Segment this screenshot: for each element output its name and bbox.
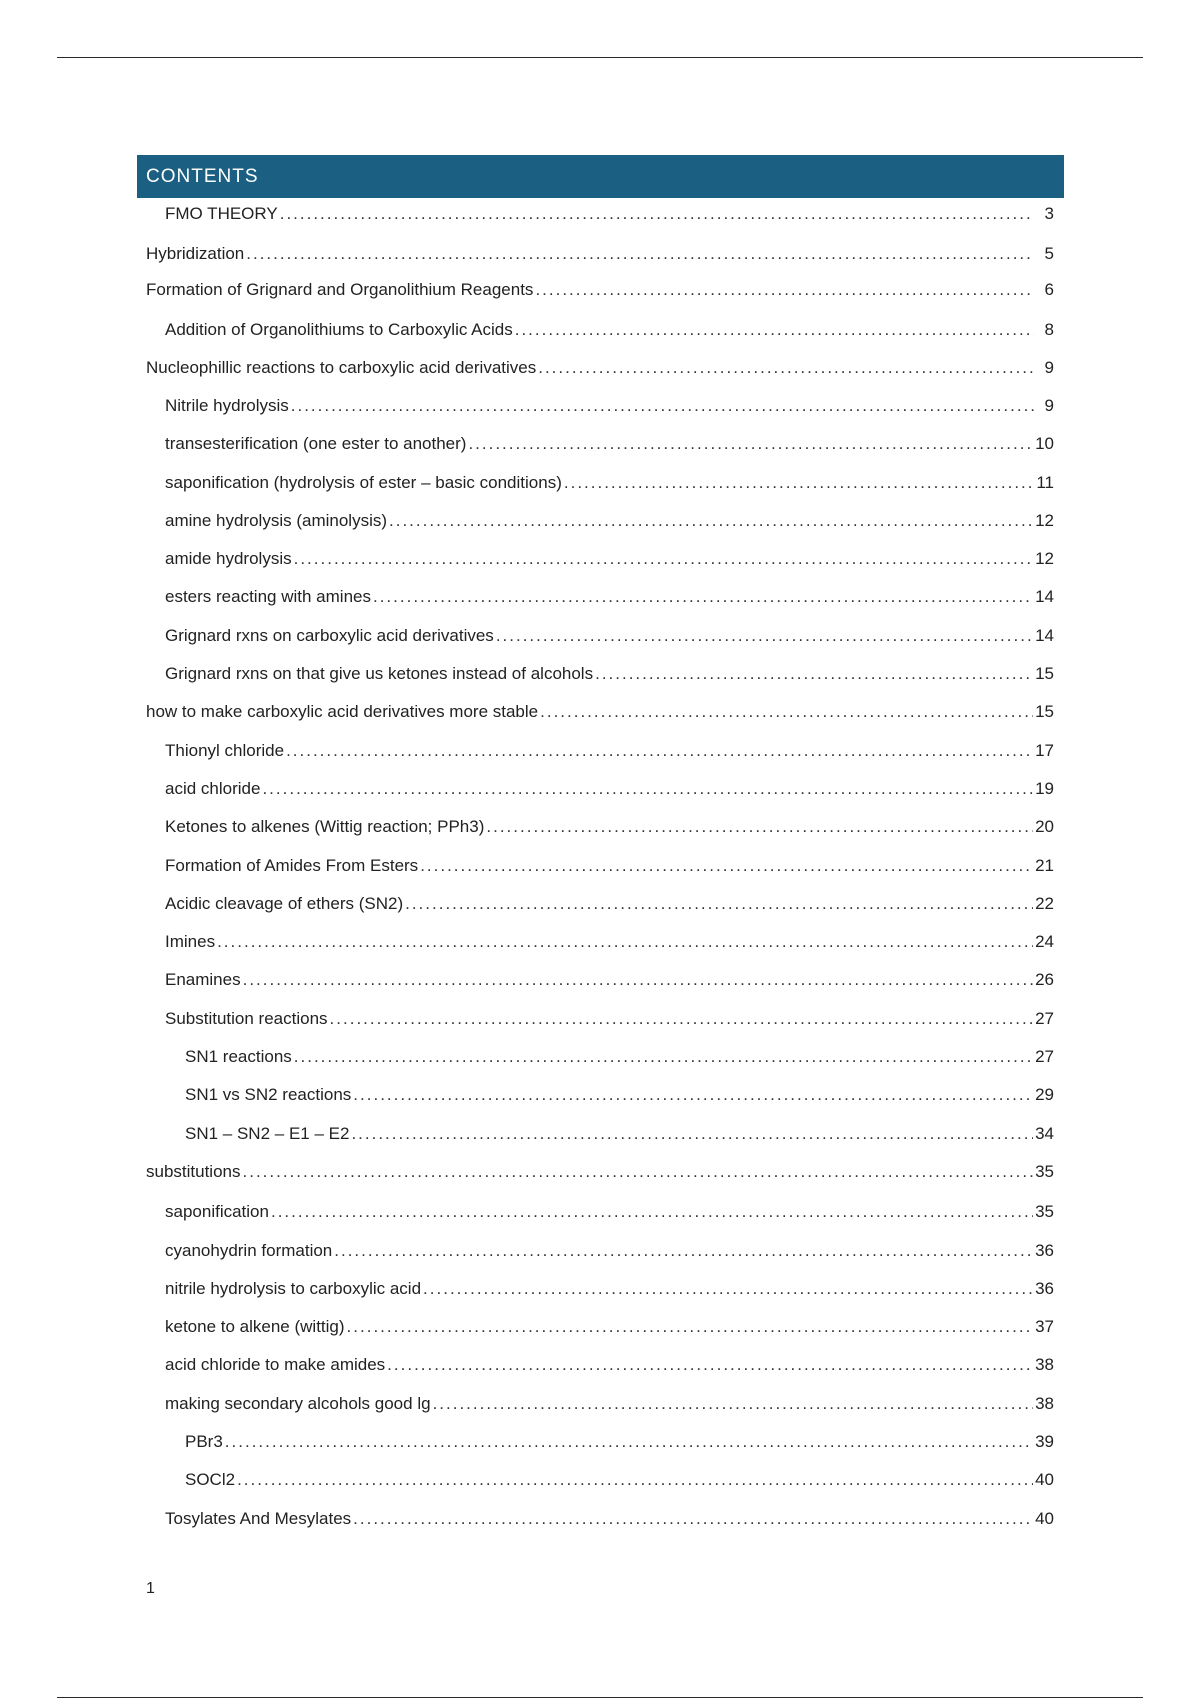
toc-dot-leader xyxy=(540,701,1033,723)
toc-entry-page: 9 xyxy=(1044,396,1054,415)
toc-entry-title: transesterification (one ester to another) xyxy=(165,434,467,453)
toc-entry[interactable] xyxy=(137,319,1054,341)
toc-entry-title: amine hydrolysis (aminolysis) xyxy=(165,511,388,530)
toc-entry-page: 29 xyxy=(1035,1085,1054,1104)
toc-entry[interactable] xyxy=(137,1469,1054,1491)
toc-entry-title: Acidic cleavage of ethers (SN2) xyxy=(165,894,404,913)
toc-entry-page: 20 xyxy=(1035,817,1054,836)
toc-entry-page: 40 xyxy=(1035,1470,1054,1489)
toc-dot-leader xyxy=(347,1316,1034,1338)
toc-entry-page: 5 xyxy=(1044,244,1054,263)
toc-entry-page: 37 xyxy=(1035,1317,1054,1336)
toc-entry-title: Addition of Organolithiums to Carboxylic Acids xyxy=(165,320,513,339)
toc-entry-page: 21 xyxy=(1035,856,1054,875)
toc-entry-title: SOCl2 xyxy=(185,1470,236,1489)
toc-entry[interactable] xyxy=(137,1046,1054,1068)
toc-entry[interactable] xyxy=(137,740,1054,762)
toc-entry-title: nitrile hydrolysis to carboxylic acid xyxy=(165,1279,422,1298)
toc-entry-title: Formation of Amides From Esters xyxy=(165,856,419,875)
toc-dot-leader xyxy=(291,395,1034,417)
toc-dot-leader xyxy=(334,1240,1033,1262)
toc-entry-title: Ketones to alkenes (Wittig reaction; PPh3) xyxy=(165,817,485,836)
toc-entry-page: 12 xyxy=(1035,511,1054,530)
toc-entry-title: acid chloride xyxy=(165,779,261,798)
toc-entry-title: Hybridization xyxy=(146,244,245,263)
toc-entry[interactable] xyxy=(137,1354,1054,1376)
toc-entry-page: 35 xyxy=(1035,1162,1054,1181)
toc-entry-page: 10 xyxy=(1035,434,1054,453)
toc-dot-leader xyxy=(353,1508,1033,1530)
toc-dot-leader xyxy=(420,855,1033,877)
toc-entry[interactable] xyxy=(137,1278,1054,1300)
toc-entry-title: SN1 vs SN2 reactions xyxy=(185,1085,352,1104)
toc-entry-page: 36 xyxy=(1035,1241,1054,1260)
toc-entry[interactable] xyxy=(137,625,1054,647)
toc-entry-page: 14 xyxy=(1035,587,1054,606)
toc-entry-page: 15 xyxy=(1035,702,1054,721)
toc-entry-page: 27 xyxy=(1035,1047,1054,1066)
toc-dot-leader xyxy=(515,319,1034,341)
toc-entry-page: 34 xyxy=(1035,1124,1054,1143)
toc-entry[interactable] xyxy=(137,1161,1054,1183)
toc-entry[interactable] xyxy=(137,357,1054,379)
toc-entry[interactable] xyxy=(137,816,1054,838)
toc-entry-title: saponification xyxy=(165,1202,269,1221)
toc-entry-page: 3 xyxy=(1044,204,1054,223)
toc-entry-title: SN1 reactions xyxy=(185,1047,292,1066)
toc-dot-leader xyxy=(433,1393,1034,1415)
toc-entry[interactable] xyxy=(137,586,1054,608)
toc-dot-leader xyxy=(486,816,1033,838)
toc-entry[interactable] xyxy=(137,1508,1054,1530)
toc-entry-page: 35 xyxy=(1035,1202,1054,1221)
toc-entry[interactable] xyxy=(137,701,1054,723)
toc-dot-leader xyxy=(468,433,1033,455)
toc-entry[interactable] xyxy=(137,969,1054,991)
toc-dot-leader xyxy=(294,548,1033,570)
toc-entry-page: 36 xyxy=(1035,1279,1054,1298)
toc-entry-title: Grignard rxns on carboxylic acid derivatives xyxy=(165,626,494,645)
toc-entry-page: 19 xyxy=(1035,779,1054,798)
toc-entry-page: 40 xyxy=(1035,1509,1054,1528)
toc-dot-leader xyxy=(535,279,1034,301)
toc-dot-leader xyxy=(564,472,1034,494)
toc-dot-leader xyxy=(217,931,1033,953)
toc-entry[interactable] xyxy=(137,1008,1054,1030)
toc-entry[interactable] xyxy=(137,203,1054,225)
toc-entry-title: FMO THEORY xyxy=(165,204,278,223)
toc-entry[interactable] xyxy=(137,1240,1054,1262)
toc-entry-title: Nucleophillic reactions to carboxylic acid derivatives xyxy=(146,358,537,377)
toc-entry-title: Enamines xyxy=(165,970,241,989)
toc-entry-title: Grignard rxns on that give us ketones instead of alcohols xyxy=(165,664,594,683)
toc-dot-leader xyxy=(286,740,1033,762)
toc-entry[interactable] xyxy=(137,433,1054,455)
toc-entry[interactable] xyxy=(137,243,1054,265)
toc-entry[interactable] xyxy=(137,1123,1054,1145)
toc-entry-title: substitutions xyxy=(146,1162,241,1181)
toc-entry-title: Thionyl chloride xyxy=(165,741,285,760)
toc-dot-leader xyxy=(237,1469,1033,1491)
toc-entry[interactable] xyxy=(137,472,1054,494)
toc-entry[interactable] xyxy=(137,855,1054,877)
toc-entry-title: how to make carboxylic acid derivatives more stable xyxy=(146,702,539,721)
toc-entry[interactable] xyxy=(137,1431,1054,1453)
toc-entry-title: amide hydrolysis xyxy=(165,549,292,568)
toc-heading: CONTENTS xyxy=(137,155,1064,198)
toc-entry-title: Nitrile hydrolysis xyxy=(165,396,289,415)
toc-dot-leader xyxy=(246,243,1034,265)
toc-entry-page: 39 xyxy=(1035,1432,1054,1451)
toc-entry-page: 27 xyxy=(1035,1009,1054,1028)
toc-entry-title: PBr3 xyxy=(185,1432,223,1451)
toc-dot-leader xyxy=(387,1354,1033,1376)
toc-dot-leader xyxy=(373,586,1033,608)
toc-entry[interactable] xyxy=(137,279,1054,301)
toc-dot-leader xyxy=(330,1008,1034,1030)
toc-entry-page: 17 xyxy=(1035,741,1054,760)
toc-dot-leader xyxy=(262,778,1033,800)
toc-entry-page: 38 xyxy=(1035,1355,1054,1374)
toc-dot-leader xyxy=(351,1123,1033,1145)
toc-entry-title: saponification (hydrolysis of ester – basic conditions) xyxy=(165,473,562,492)
toc-entry[interactable] xyxy=(137,1084,1054,1106)
toc-entry-title: acid chloride to make amides xyxy=(165,1355,386,1374)
toc-entry-page: 22 xyxy=(1035,894,1054,913)
toc-dot-leader xyxy=(280,203,1034,225)
toc-entry-title: SN1 – SN2 – E1 – E2 xyxy=(185,1124,350,1143)
toc-dot-leader xyxy=(405,893,1033,915)
toc-entry-page: 14 xyxy=(1035,626,1054,645)
toc-entry[interactable] xyxy=(137,893,1054,915)
bottom-divider xyxy=(57,1697,1143,1698)
toc-dot-leader xyxy=(271,1201,1033,1223)
toc-entry[interactable] xyxy=(137,931,1054,953)
toc-entry[interactable] xyxy=(137,510,1054,532)
toc-entry[interactable] xyxy=(137,1393,1054,1415)
toc-entry[interactable] xyxy=(137,663,1054,685)
toc-entry-page: 8 xyxy=(1044,320,1054,339)
toc-entry-page: 15 xyxy=(1035,664,1054,683)
toc-entry-page: 38 xyxy=(1035,1394,1054,1413)
toc-entry-title: Imines xyxy=(165,932,216,951)
toc-entry[interactable] xyxy=(137,395,1054,417)
toc-entry[interactable] xyxy=(137,548,1054,570)
toc-dot-leader xyxy=(423,1278,1033,1300)
toc-entry-page: 9 xyxy=(1044,358,1054,377)
toc-entry-title: making secondary alcohols good lg xyxy=(165,1394,431,1413)
toc-entry-title: Tosylates And Mesylates xyxy=(165,1509,352,1528)
toc-entry-page: 26 xyxy=(1035,970,1054,989)
toc-entry[interactable] xyxy=(137,778,1054,800)
toc-dot-leader xyxy=(595,663,1033,685)
toc-entry[interactable] xyxy=(137,1201,1054,1223)
toc-entry-title: Substitution reactions xyxy=(165,1009,328,1028)
toc-entry-title: ketone to alkene (wittig) xyxy=(165,1317,345,1336)
toc-dot-leader xyxy=(353,1084,1033,1106)
top-divider xyxy=(57,57,1143,58)
toc-dot-leader xyxy=(389,510,1033,532)
toc-entry-page: 12 xyxy=(1035,549,1054,568)
toc-entry-title: Formation of Grignard and Organolithium Reagents xyxy=(146,280,534,299)
toc-entry-title: esters reacting with amines xyxy=(165,587,371,606)
toc-dot-leader xyxy=(243,1161,1034,1183)
page-number: 1 xyxy=(146,1580,155,1597)
toc-dot-leader xyxy=(538,357,1034,379)
toc-dot-leader xyxy=(243,969,1033,991)
toc-dot-leader xyxy=(225,1431,1033,1453)
toc-entry-page: 24 xyxy=(1035,932,1054,951)
table-of-contents xyxy=(137,155,1064,1528)
toc-entry-page: 6 xyxy=(1044,280,1054,299)
toc-dot-leader xyxy=(496,625,1033,647)
toc-entry-title: cyanohydrin formation xyxy=(165,1241,333,1260)
toc-dot-leader xyxy=(294,1046,1033,1068)
toc-entry-page: 11 xyxy=(1036,473,1054,492)
toc-entry[interactable] xyxy=(137,1316,1054,1338)
